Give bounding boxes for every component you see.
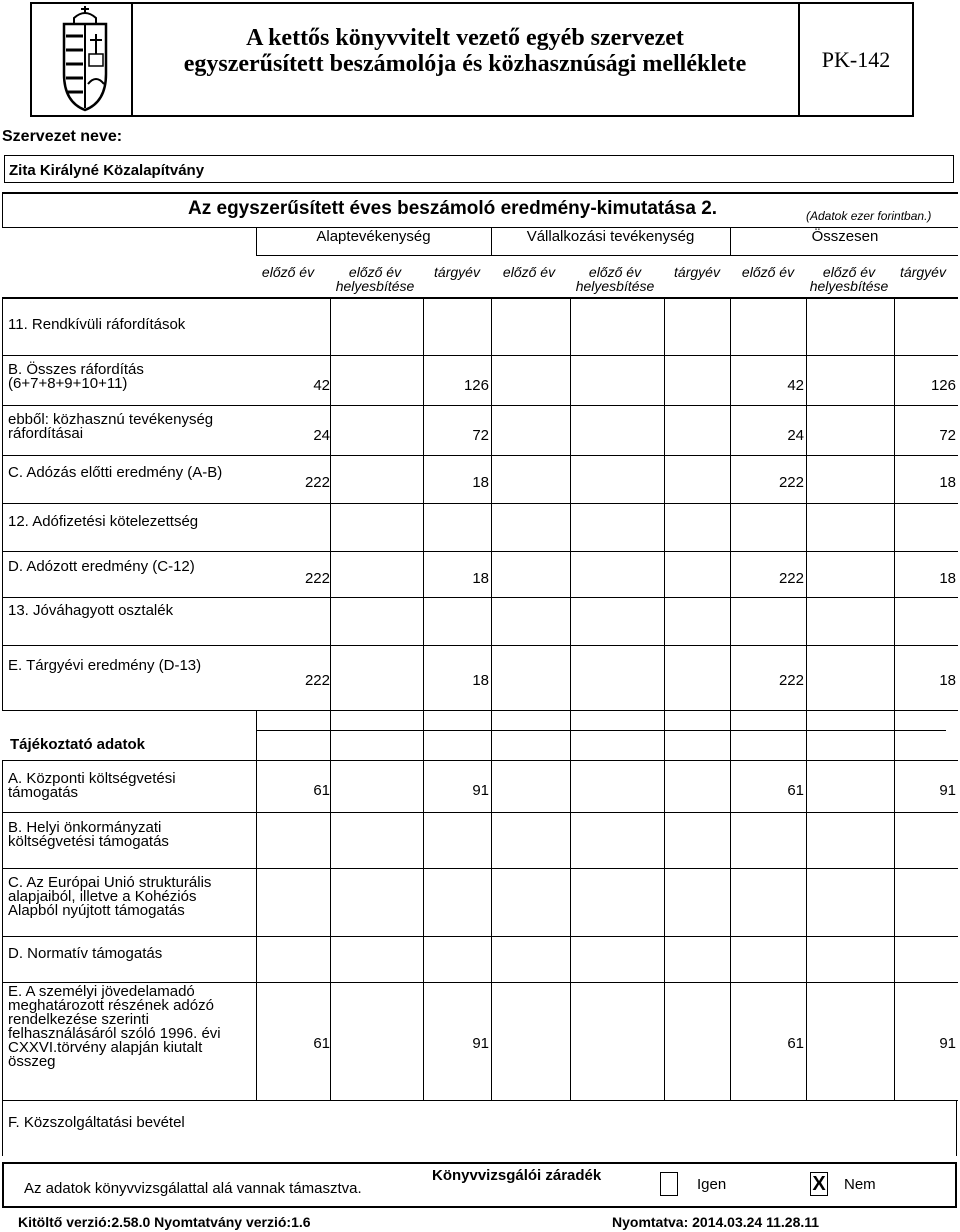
- row-label-b: B. Összes ráfordítás (6+7+8+9+10+11): [8, 361, 144, 392]
- group-osszesen: Összesen: [811, 228, 879, 245]
- info-a-total-prev: 61: [787, 782, 804, 799]
- col-vall-corr: előző év helyesbítése: [575, 264, 655, 294]
- info-e-total-curr: 91: [939, 1035, 956, 1052]
- row-label-12: 12. Adófizetési kötelezettség: [8, 513, 199, 530]
- row-label-11: 11. Rendkívüli ráfordítások: [8, 316, 186, 333]
- info-label-c: C. Az Európai Unió strukturális alapjaiból, illetve a Kohéziós Alapból nyújtott támogatás: [8, 874, 212, 919]
- cell-b-total-prev: 42: [787, 377, 804, 394]
- organization-label: Szervezet neve:: [2, 128, 123, 145]
- row-label-c: C. Adózás előtti eredmény (A-B): [8, 464, 223, 481]
- form-title-line2: egyszerűsített beszámolója és közhasznúsági melléklete: [183, 51, 747, 77]
- form-code: PK-142: [821, 47, 891, 72]
- info-label-d: D. Normatív támogatás: [8, 945, 163, 962]
- cell-c-total-curr: 18: [939, 474, 956, 491]
- organization-name-field[interactable]: [4, 155, 954, 183]
- form-title: [133, 25, 797, 77]
- cell-b-alap-prev: 42: [313, 377, 330, 394]
- cell-d-alap-prev: 222: [304, 570, 330, 587]
- cell-c-total-prev: 222: [778, 474, 804, 491]
- group-vallalkozasi: Vállalkozási tevékenység: [526, 228, 695, 245]
- cell-b1-alap-curr: 72: [472, 427, 489, 444]
- info-e-total-prev: 61: [787, 1035, 804, 1052]
- cell-b1-alap-prev: 24: [313, 427, 330, 444]
- cell-b-total-curr: 126: [930, 377, 956, 394]
- info-e-alap-prev: 61: [313, 1035, 330, 1052]
- audit-no-checkbox[interactable]: [810, 1172, 828, 1196]
- info-label-b: B. Helyi önkormányzati költségvetési támogatás: [8, 819, 169, 850]
- audit-statement: Az adatok könyvvizsgálattal alá vannak támasztva.: [24, 1180, 362, 1197]
- info-e-alap-curr: 91: [472, 1035, 489, 1052]
- info-a-alap-curr: 91: [472, 782, 489, 799]
- row-label-b1: ebből: közhasznú tevékenység ráfordításai: [8, 411, 214, 442]
- cell-d-total-curr: 18: [939, 570, 956, 587]
- col-total-prev: előző év: [741, 264, 795, 280]
- info-label-f: F. Közszolgáltatási bevétel: [8, 1114, 185, 1131]
- info-a-total-curr: 91: [939, 782, 956, 799]
- row-label-e: E. Tárgyévi eredmény (D-13): [8, 657, 202, 674]
- row-label-13: 13. Jóváhagyott osztalék: [8, 602, 174, 619]
- audit-no-label: Nem: [844, 1176, 876, 1193]
- unit-note: (Adatok ezer forintban.): [806, 209, 932, 223]
- coat-of-arms-icon: [52, 4, 118, 112]
- col-alap-curr: tárgyév: [434, 264, 480, 280]
- cell-e-alap-prev: 222: [304, 672, 330, 689]
- info-label-a: A. Központi költségvetési támogatás: [8, 770, 176, 801]
- cell-b1-total-prev: 24: [787, 427, 804, 444]
- cell-c-alap-prev: 222: [304, 474, 330, 491]
- form-title-line1: A kettős könyvvitelt vezető egyéb szervezet: [246, 25, 684, 51]
- audit-yes-checkbox[interactable]: [660, 1172, 678, 1196]
- col-alap-prev: előző év: [261, 264, 315, 280]
- organization-name-value: Zita Királyné Közalapítvány: [9, 162, 205, 179]
- info-title: Tájékoztató adatok: [10, 736, 146, 753]
- cell-d-alap-curr: 18: [472, 570, 489, 587]
- cell-c-alap-curr: 18: [472, 474, 489, 491]
- audit-no-mark: X: [812, 1173, 826, 1195]
- cell-e-alap-curr: 18: [472, 672, 489, 689]
- footer-printed: Nyomtatva: 2014.03.24 11.28.11: [612, 1214, 820, 1230]
- col-total-curr: tárgyév: [900, 264, 946, 280]
- info-a-alap-prev: 61: [313, 782, 330, 799]
- table-title: Az egyszerűsített éves beszámoló eredmény-kimutatása 2.: [188, 198, 718, 219]
- col-total-corr: előző év helyesbítése: [809, 264, 889, 294]
- cell-e-total-prev: 222: [778, 672, 804, 689]
- cell-b-alap-curr: 126: [463, 377, 489, 394]
- col-vall-curr: tárgyév: [674, 264, 720, 280]
- footer-version: Kitöltő verzió:2.58.0 Nyomtatvány verzió:1.6: [18, 1214, 311, 1230]
- col-alap-corr: előző év helyesbítése: [335, 264, 415, 294]
- audit-title: Könyvvizsgálói záradék: [432, 1167, 602, 1184]
- cell-d-total-prev: 222: [778, 570, 804, 587]
- cell-e-total-curr: 18: [939, 672, 956, 689]
- info-label-e: E. A személyi jövedelamadó meghatározott részének adózó rendelkezése szerinti felhasználásáról szóló 1996. évi CXXVI.törvény alapján kiutalt összeg: [8, 983, 221, 1070]
- col-vall-prev: előző év: [502, 264, 556, 280]
- cell-b1-total-curr: 72: [939, 427, 956, 444]
- row-label-d: D. Adózott eredmény (C-12): [8, 558, 195, 575]
- group-alaptevekenyseg: Alaptevékenység: [316, 228, 431, 245]
- audit-yes-label: Igen: [697, 1176, 727, 1193]
